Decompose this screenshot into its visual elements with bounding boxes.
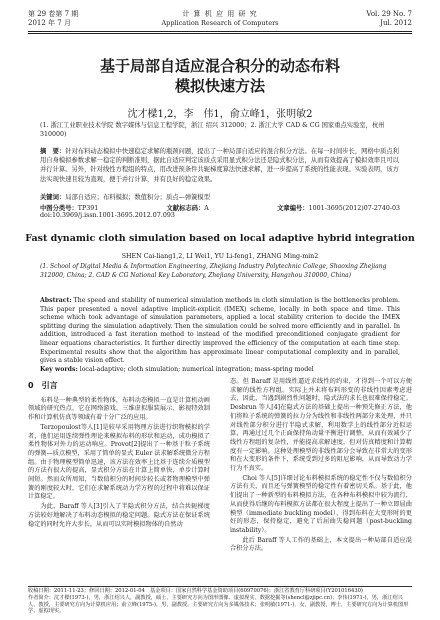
footnote-dates-funding: 收稿日期：2011-11-23；修回日期：2012-01-04 基金项目：国家自然科学基金资助项目(60970076)；浙江省教育厅科研项目(Y201016430) xyxy=(28,588,363,594)
abstract-cn xyxy=(40,147,400,184)
body-column-left xyxy=(28,378,210,530)
classification-row xyxy=(40,203,400,212)
doc-code-label: 文献标志码： xyxy=(166,205,205,212)
journal-title-cn: 计 算 机 应 用 研 究 xyxy=(182,10,258,18)
footnote-rule xyxy=(28,586,412,587)
article-no-value: 1001-3695(2012)07-2740-03 xyxy=(308,205,400,212)
article-no-label: 文章编号： xyxy=(277,205,309,212)
authors-cn: 沈才樑1,2，李 伟1，俞立峰1，张明敏2 xyxy=(127,109,313,120)
affiliation-cn: (1. 浙江工业职业技术学院 数字媒体与信息工程学院，浙江 绍兴 312000；2. 浙江大学 CAD & CG 国家重点实验室，杭州 310000) xyxy=(40,122,385,138)
keywords-cn-text: 局部自适应；布料模拟；数值积分；质点—弹簧模型 xyxy=(65,194,211,201)
paragraph: 此后 Baraff 等人工作的基础上，本文提出一种局部自适应混合积分方法。 xyxy=(230,536,412,553)
journal-volume-cn: 第 29 卷第 7 期 2012 年 7 月 xyxy=(28,10,79,27)
body-column-right xyxy=(230,378,412,555)
abstract-cn-label: 摘 要： xyxy=(40,148,66,155)
doc-code-value: A xyxy=(204,205,209,212)
footnote-author-bio: 作者简介：沈才樑(1973-)，男，浙江绍兴人，副教授，硕士，主要研究方向为图形图像、虚拟现实、数据挖掘等(shencl@zjipc.cn)；李伟(1971-)，男，浙江绍兴人，教授，主要研究方向为计算机应用；俞立峰(1975-)，男，副教授，主要研究方向为多媒体技术；张明敏(1971-)，女，副教授，博士，主要研究方向为计算机图形学、虚拟现实。 xyxy=(28,594,409,615)
journal-title xyxy=(28,10,412,28)
doi: doi:10.3969/j.issn.1001-3695.2012.07.093 xyxy=(40,212,175,219)
keywords-cn xyxy=(40,193,400,202)
section-heading: 0 引言 xyxy=(28,381,58,390)
journal-title-en: Application Research of Computers xyxy=(161,19,279,27)
keywords-cn-label: 关键词： xyxy=(40,194,66,201)
clc-label: 中图分类号： xyxy=(40,205,78,212)
doc-code xyxy=(167,203,209,212)
abstract-cn-text: 针对布料动态模拟中快速稳定求解的瓶颈问题，提出了一种局部自适应的混合积分方法。在每一时间步长，网格中质点利用自身模拟参数求解一稳定的判断准则，据此自适应判定该质点采用显式积分法还是隐式积分法，从而有效提高了模拟效率且可以并行计算。另外，针对线性方程组的特点，用改进预条件共轭梯度算法快速求解，进一步提高了系统的性能表现。实验表明，该方法实现快速且较为直观，便于并行计算，并有良好的稳定效果。 xyxy=(40,148,399,183)
keywords-en-text: local-adaptive; cloth simulation; numerical integration; mass-spring model xyxy=(79,366,314,373)
paragraph: 态。但 Baraff 是用线性逼近求线性的约束，才得到一个可以方便求解的线性方程组。实际上并未将布料形变的非线性因素考虑进去，因此，当遇到剧烈性问题时，隐式法的求长也很难保持稳定。Desbrun 等人[4]在隐式方法的基础上提出一种预先修正方法，他们将粒子系统的弹簧的拉力分为线性和非线性两部分来处理，并只对线性部分积分进行半隐式求解，利用数学上的线性部分近似运算，再通过过几个正面保持角动量平衡进行调整，从而有效减少了线性方程组的复杂性，并能提高求解速度，但对仿真精度和计算精度有一定影响。这种处理模型的非线性部分会导致在非常大的变形和在大变形的条件下，系统受到过多的阻尼影响，从而导致动力学行为不真实。 xyxy=(230,378,412,473)
paragraph: 布料是一种典型的柔性物体，布料动态模拟一直是计算机动画领域的研究热点，它在网络游戏、三维虚拟服装展示、影视特效制作和计算机仿真等领域有着十分广泛的应用。 xyxy=(28,396,210,422)
article-no xyxy=(277,203,400,212)
footnotes xyxy=(28,588,412,615)
keywords-en-label: Key words: xyxy=(40,366,78,373)
clc-value: TP391 xyxy=(77,205,99,212)
paragraph: 为此，Baraff 等人[3]引入了半隐式积分方法，结合共轭梯度方法较好地解决了布料动态模拟的稳定问题。隐式方法在保证系统稳定的同时允许大步长，从而可以实时模拟物体的自然动 xyxy=(28,503,210,528)
running-header xyxy=(28,10,412,32)
paper-title-en: Fast dynamic cloth simulation based on local adaptive hybrid integration xyxy=(25,233,415,244)
header-rule xyxy=(28,31,412,34)
paragraph: Choi 等人[5]详细讨论布料模拟系统的稳定性不仅与数值积分方法有关，而且还与弹簧模型的稳定性有着密切关系。基于此，他们提出了一种新型的布料模拟方法，在各种布料模拟中较为流行，从而使得后继的布料模拟方法都在很大程度上提出了一种立即屈曲模型（immediate buckling model），得到布料在大变形时的更好的形态，保持稳定，避免了后屈曲失稳问题（post-buckling instability）。 xyxy=(230,474,412,534)
clc xyxy=(40,203,98,212)
journal-volume-en: Vol. 29 No. 7 Jul. 2012 xyxy=(366,10,412,27)
abstract-en-label: Abstract: xyxy=(40,297,72,304)
abstract-en xyxy=(40,297,400,366)
authors-en: SHEN Cai-liang1,2, LI Wei1, YU Li-feng1, ZHANG Ming-min2 xyxy=(121,253,319,260)
paragraph: Terzopoulost等人[1]是较早采用物理方法进行织物模拟的学者，他们运用连续弹性理论来模拟布料的形状和运动，成功模拟了柔性物体对外力的运动响应。Provot[2]提出了一种基于粒子系统的弹簧—质点模型，采用了简单的显式 Euler 法求解系统微分方程组。由于物理模型简单迅速，该方法在效率上比基于连续介质模型的方法有很大的提高，显式积分方法在计算上简单快，单步计算时间短。然而众所周知，当数值积分的时间步较长或者物理模型中弹簧的刚度较大时，它们在求解系统动力学方程的过程中将难以保证计算稳定。 xyxy=(28,423,210,501)
paper-title-cn: 基于局部自适应混合积分的动态布料 模拟快速方法 xyxy=(99,57,340,95)
keywords-en xyxy=(40,366,400,375)
affiliation-en: (1. School of Digital Media & Information Engineering, Zhejiang Industry Polytechnic College, Shaoxing Zhejiang 312000, China; 2. CAD & CG National Key Laboratory, Zhejiang University, Hangzhou 310000, China) xyxy=(40,263,387,279)
abstract-en-text: The speed and stability of numerical simulation methods in cloth simulation is the bottlenecks problem. This paper presented a novel adaptive implicit-explicit (IMEX) scheme, locally in both space and time. This scheme which took advantage of simulation parameters, applied a local stability criterion to decide the IMEX splitting during the simulation adaptively. Then the simulation could be solved more efficiently and in parallel. In addition, introduced a fast iteration method to instead of the modified preconditioned conjugate gradient for linear equations characteristics. It further directly improved the efficiency of the computation at each time step. Experimental results show that the algorithm has approximate linear computational complexity and in parallel, gives a stable vision effect. xyxy=(40,297,400,365)
